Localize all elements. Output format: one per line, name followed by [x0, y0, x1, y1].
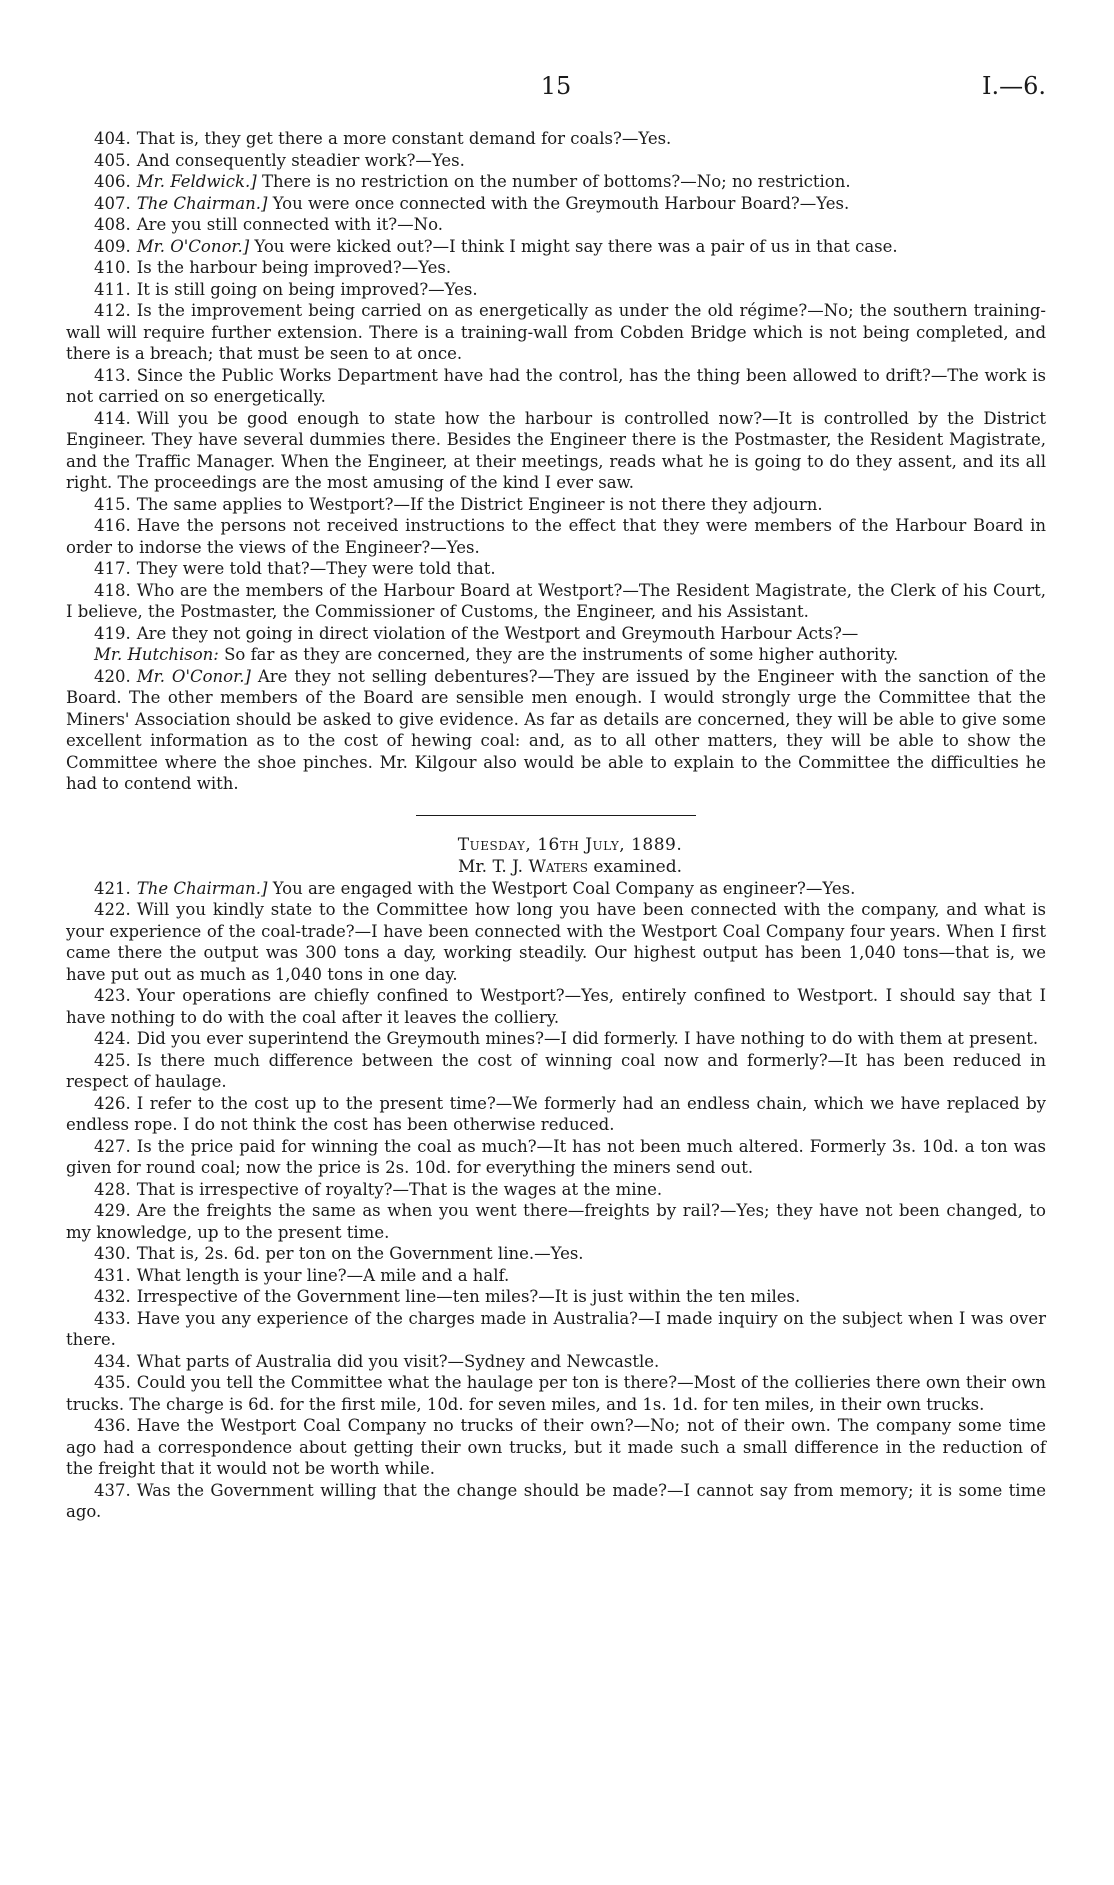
question-number: 423. — [94, 986, 131, 1005]
question-number: 419. — [94, 623, 131, 643]
question-number: 429. — [94, 1201, 131, 1220]
question-text: What length is your line?—A mile and a half. — [136, 1265, 510, 1285]
question-paragraph — [66, 365, 1046, 408]
question-text: Are they not selling debentures?—They are issued by the Engineer with the sanction of the Board. The other members of the Board are sensible men enough. I would strongly urge the Committee that the Miners' Association should be asked to give evidence. As far as details are concerned, they will be able to give some excellent information as to the cost of hewing coal: and, as to all other matters, they will be able to show the Committee where the shoe pinches. Mr. Kilgour also would be able to explain to the Committee the difficulties he had to contend with. — [66, 666, 1046, 793]
question-text: That is, 2s. 6d. per ton on the Government line.—Yes. — [136, 1244, 584, 1263]
question-number: 427. — [94, 1136, 131, 1156]
question-text: The same applies to Westport?—If the District Engineer is not there they adjourn. — [136, 494, 823, 514]
question-number: 414. — [94, 408, 131, 428]
witness-prefix: Mr. T. J. — [458, 856, 524, 877]
question-paragraph — [66, 1200, 1046, 1243]
document-body — [66, 128, 1046, 1523]
page-number: 15 — [540, 72, 572, 100]
speaker-name: The Chairman.] — [136, 878, 268, 898]
question-number: 433. — [94, 1308, 131, 1328]
witness-name: Waters — [528, 856, 588, 877]
question-text: Irrespective of the Government line—ten miles?—It is just within the ten miles. — [136, 1287, 801, 1306]
question-paragraph — [66, 1179, 1046, 1201]
question-text: Will you kindly state to the Committee how long you have been connected with the company, and what is your experience of the coal-trade?—I have been connected with the Westport Coal Company four years. When I first came there the output was 300 tons a day, working steadily. Our highest output has been 1,040 tons—that is, we have put out as much as 1,040 tons in one day. — [66, 900, 1046, 984]
question-paragraph — [66, 236, 1046, 258]
question-number: 418. — [94, 580, 131, 600]
question-paragraph — [66, 1050, 1046, 1093]
question-number: 421. — [94, 878, 131, 898]
question-number: 407. — [94, 193, 131, 213]
question-paragraph — [66, 985, 1046, 1028]
question-text: That is irrespective of royalty?—That is the wages at the mine. — [136, 1179, 663, 1199]
question-number: 415. — [94, 494, 131, 514]
question-text: Who are the members of the Harbour Board at Westport?—The Resident Magistrate, the Clerk of his Court, I believe, the Postmaster, the Commissioner of Customs, the Engineer, and his Assistant. — [66, 580, 1046, 621]
question-text: Are you still connected with it?—No. — [136, 215, 443, 234]
question-paragraph — [66, 408, 1046, 494]
question-number: 428. — [94, 1179, 131, 1199]
question-paragraph — [66, 1028, 1046, 1050]
question-number: 416. — [94, 516, 131, 535]
question-number: 436. — [94, 1416, 131, 1435]
question-number: 437. — [94, 1480, 131, 1500]
question-paragraph — [66, 1093, 1046, 1136]
question-number: 404. — [94, 129, 131, 148]
question-number: 411. — [94, 279, 131, 299]
question-text: Is the harbour being improved?—Yes. — [136, 258, 452, 277]
question-text: Have you any experience of the charges made in Australia?—I made inquiry on the subject when I was over there. — [66, 1308, 1046, 1349]
question-number: 424. — [94, 1029, 131, 1048]
question-paragraph — [66, 150, 1046, 172]
question-number: 432. — [94, 1287, 131, 1306]
question-text: So far as they are concerned, they are the instruments of some higher authority. — [224, 645, 899, 664]
question-paragraph — [66, 300, 1046, 365]
question-number: 425. — [94, 1050, 131, 1070]
question-paragraph — [66, 623, 1046, 645]
question-text: There is no restriction on the number of bottoms?—No; no restriction. — [261, 172, 851, 191]
question-text: Could you tell the Committee what the haulage per ton is there?—Most of the collieries there own their own trucks. The charge is 6d. for the first mile, 10d. for seven miles, and 1s. 1d. for ten miles, in their own trucks. — [66, 1373, 1046, 1414]
question-paragraph — [66, 1308, 1046, 1351]
question-paragraph — [66, 1415, 1046, 1480]
question-text: Will you be good enough to state how the harbour is controlled now?—It is controlled by the District Engineer. They have several dummies there. Besides the Engineer there is the Postmaster, the Resident Magistrate, and the Traffic Manager. When the Engineer, at their meetings, reads what he is going to do they assent, and its all right. The proceedings are the most amusing of the kind I ever saw. — [66, 408, 1046, 492]
question-text: Is the improvement being carried on as energetically as under the old régime?—No; the southern training-wall will require further extension. There is a training-wall from Cobden Bridge which is not being completed, and there is a breach; that must be seen to at once. — [66, 301, 1046, 363]
question-number: 405. — [94, 150, 131, 170]
question-text: Did you ever superintend the Greymouth mines?—I did formerly. I have nothing to do with them at present. — [136, 1029, 1039, 1048]
question-number: 435. — [94, 1373, 131, 1392]
question-paragraph — [66, 644, 1046, 666]
question-text: Is there much difference between the cost of winning coal now and formerly?—It has been reduced in respect of haulage. — [66, 1050, 1046, 1091]
section-divider — [416, 815, 696, 816]
question-number: 426. — [94, 1093, 131, 1113]
question-number: 408. — [94, 215, 131, 234]
question-number: 434. — [94, 1351, 131, 1371]
question-text: Have the Westport Coal Company no trucks of their own?—No; not of their own. The company some time ago had a correspondence about getting their own trucks, but it made such a small difference in the reduction of the freight that it would not be worth while. — [66, 1416, 1046, 1478]
question-number: 409. — [94, 236, 131, 256]
question-paragraph — [66, 128, 1046, 150]
question-paragraph — [66, 580, 1046, 623]
witness-suffix: examined. — [593, 856, 682, 877]
question-text: You were kicked out?—I think I might say there was a pair of us in that case. — [254, 236, 898, 256]
question-paragraph — [66, 279, 1046, 301]
question-text: Since the Public Works Department have had the control, has the thing been allowed to drift?—The work is not carried on so energetically. — [66, 365, 1046, 406]
evidence-section-1 — [66, 128, 1046, 795]
question-paragraph — [66, 1265, 1046, 1287]
question-paragraph — [66, 494, 1046, 516]
question-number: 413. — [94, 365, 131, 385]
question-text: Your operations are chiefly confined to Westport?—Yes, entirely confined to Westport. I should say that I have nothing to do with the coal after it leaves the colliery. — [66, 986, 1046, 1027]
question-number: 422. — [94, 900, 131, 919]
question-paragraph — [66, 1243, 1046, 1265]
question-paragraph — [66, 193, 1046, 215]
speaker-name: Mr. Feldwick.] — [136, 172, 257, 191]
question-paragraph — [66, 171, 1046, 193]
speaker-name: Mr. O'Conor.] — [136, 236, 250, 256]
question-text: That is, they get there a more constant demand for coals?—Yes. — [136, 129, 672, 148]
question-text: I refer to the cost up to the present time?—We formerly had an endless chain, which we have replaced by endless rope. I do not think the cost has been otherwise reduced. — [66, 1093, 1046, 1134]
question-number: 406. — [94, 172, 131, 191]
question-paragraph — [66, 1351, 1046, 1373]
question-paragraph — [66, 214, 1046, 236]
evidence-section-2 — [66, 878, 1046, 1523]
question-paragraph — [66, 1480, 1046, 1523]
question-paragraph — [66, 899, 1046, 985]
question-paragraph — [66, 1372, 1046, 1415]
question-number: 431. — [94, 1265, 131, 1285]
question-text: You were once connected with the Greymouth Harbour Board?—Yes. — [272, 193, 850, 213]
document-reference: I.—6. — [981, 72, 1046, 100]
question-number: 430. — [94, 1244, 131, 1263]
question-text: It is still going on being improved?—Yes. — [136, 279, 478, 299]
speaker-name: Mr. Hutchison: — [94, 645, 219, 664]
speaker-name: The Chairman.] — [136, 193, 268, 213]
question-text: You are engaged with the Westport Coal Company as engineer?—Yes. — [272, 878, 856, 898]
question-number: 417. — [94, 559, 131, 578]
question-paragraph — [66, 257, 1046, 279]
question-paragraph — [66, 558, 1046, 580]
witness-heading — [66, 856, 1046, 878]
question-paragraph — [66, 878, 1046, 900]
question-number: 420. — [94, 666, 131, 686]
question-text: What parts of Australia did you visit?—Sydney and Newcastle. — [136, 1351, 660, 1371]
question-text: Are the freights the same as when you went there—freights by rail?—Yes; they have not been changed, to my knowledge, up to the present time. — [66, 1201, 1046, 1242]
question-text: They were told that?—They were told that. — [136, 559, 496, 578]
session-date: Tuesday, 16th July, 1889. — [457, 834, 683, 855]
question-number: 412. — [94, 301, 131, 320]
question-paragraph — [66, 1286, 1046, 1308]
question-paragraph — [66, 515, 1046, 558]
question-number: 410. — [94, 258, 131, 277]
question-text: And consequently steadier work?—Yes. — [136, 150, 465, 170]
page-header — [66, 72, 1046, 106]
speaker-name: Mr. O'Conor.] — [136, 666, 251, 686]
question-text: Have the persons not received instructions to the effect that they were members of the Harbour Board in order to indorse the views of the Engineer?—Yes. — [66, 516, 1046, 557]
question-text: Was the Government willing that the change should be made?—I cannot say from memory; it is some time ago. — [66, 1480, 1046, 1521]
question-text: Is the price paid for winning the coal as much?—It has not been much altered. Formerly 3s. 10d. a ton was given for round coal; now the price is 2s. 10d. for everything the miners send out. — [66, 1136, 1046, 1177]
question-paragraph — [66, 1136, 1046, 1179]
question-paragraph — [66, 666, 1046, 795]
question-text: Are they not going in direct violation of the Westport and Greymouth Harbour Acts?— — [136, 623, 859, 643]
